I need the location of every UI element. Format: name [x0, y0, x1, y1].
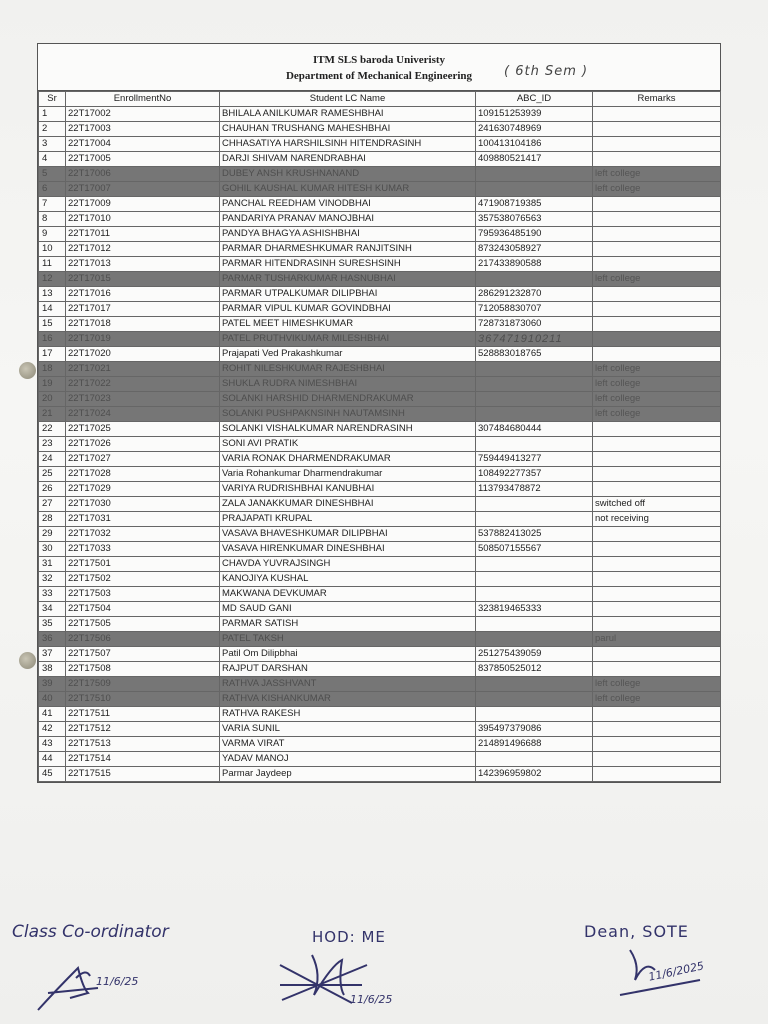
row-abc-id: 395497379086: [476, 722, 593, 737]
row-student-name: KANOJIYA KUSHAL: [220, 572, 476, 587]
table-row: [39, 257, 721, 272]
row-student-name: PARMAR VIPUL KUMAR GOVINDBHAI: [220, 302, 476, 317]
row-abc-id: 251275439059: [476, 647, 593, 662]
row-enrollment: 22T17005: [66, 152, 220, 167]
row-remarks: switched off: [593, 497, 721, 512]
row-student-name: RATHVA KISHANKUMAR: [220, 692, 476, 707]
row-student-name: VASAVA HIRENKUMAR DINESHBHAI: [220, 542, 476, 557]
row-remarks: [593, 107, 721, 122]
table-row: [39, 287, 721, 302]
row-enrollment: 22T17016: [66, 287, 220, 302]
row-sr: 10: [39, 242, 66, 257]
column-header-abc-id: ABC_ID: [476, 92, 593, 107]
table-row: [39, 167, 721, 182]
row-student-name: VARIYA RUDRISHBHAI KANUBHAI: [220, 482, 476, 497]
row-enrollment: 22T17507: [66, 647, 220, 662]
row-student-name: MAKWANA DEVKUMAR: [220, 587, 476, 602]
row-abc-id: 873243058927: [476, 242, 593, 257]
row-sr: 13: [39, 287, 66, 302]
row-abc-id: [476, 587, 593, 602]
row-abc-id: [476, 632, 593, 647]
row-abc-id: 728731873060: [476, 317, 593, 332]
table-row: [39, 212, 721, 227]
row-abc-id: [476, 407, 593, 422]
department-name: Department of Mechanical Engineering: [285, 70, 473, 82]
table-row: [39, 302, 721, 317]
row-sr: 38: [39, 662, 66, 677]
row-student-name: VASAVA BHAVESHKUMAR DILIPBHAI: [220, 527, 476, 542]
row-enrollment: 22T17514: [66, 752, 220, 767]
row-remarks: left college: [593, 392, 721, 407]
row-remarks: left college: [593, 677, 721, 692]
row-enrollment: 22T17011: [66, 227, 220, 242]
semester-note: ( 6th Sem ): [504, 64, 589, 79]
table-row: [39, 437, 721, 452]
row-enrollment: 22T17506: [66, 632, 220, 647]
table-header-row: [39, 92, 721, 107]
row-remarks: [593, 437, 721, 452]
row-student-name: PATEL TAKSH: [220, 632, 476, 647]
class-coordinator-signature: [28, 948, 148, 1018]
table-row: [39, 317, 721, 332]
row-abc-id: 109151253939: [476, 107, 593, 122]
row-remarks: [593, 452, 721, 467]
row-abc-id: [476, 707, 593, 722]
row-remarks: [593, 617, 721, 632]
row-remarks: [593, 152, 721, 167]
row-student-name: MD SAUD GANI: [220, 602, 476, 617]
table-row: [39, 602, 721, 617]
row-student-name: ZALA JANAKKUMAR DINESHBHAI: [220, 497, 476, 512]
row-student-name: GOHIL KAUSHAL KUMAR HITESH KUMAR: [220, 182, 476, 197]
row-student-name: RATHVA RAKESH: [220, 707, 476, 722]
table-row: [39, 377, 721, 392]
row-remarks: [593, 602, 721, 617]
row-remarks: [593, 302, 721, 317]
row-enrollment: 22T17013: [66, 257, 220, 272]
column-header-name: Student LC Name: [220, 92, 476, 107]
row-abc-id: 241630748969: [476, 122, 593, 137]
column-header-remarks: Remarks: [593, 92, 721, 107]
row-remarks: parul: [593, 632, 721, 647]
row-enrollment: 22T17019: [66, 332, 220, 347]
row-enrollment: 22T17024: [66, 407, 220, 422]
row-remarks: [593, 737, 721, 752]
row-sr: 24: [39, 452, 66, 467]
row-sr: 7: [39, 197, 66, 212]
table-row: [39, 512, 721, 527]
row-abc-id: 409880521417: [476, 152, 593, 167]
row-abc-id: [476, 377, 593, 392]
row-enrollment: 22T17502: [66, 572, 220, 587]
table-row: [39, 497, 721, 512]
row-remarks: [593, 347, 721, 362]
row-abc-id: [476, 437, 593, 452]
row-sr: 41: [39, 707, 66, 722]
row-remarks: left college: [593, 407, 721, 422]
row-enrollment: 22T17508: [66, 662, 220, 677]
table-row: [39, 332, 721, 347]
row-remarks: [593, 332, 721, 347]
row-sr: 17: [39, 347, 66, 362]
row-remarks: left college: [593, 692, 721, 707]
row-remarks: [593, 137, 721, 152]
row-enrollment: 22T17002: [66, 107, 220, 122]
table-row: [39, 752, 721, 767]
row-remarks: [593, 482, 721, 497]
row-abc-id: [476, 497, 593, 512]
row-student-name: CHHASATIYA HARSHILSINH HITENDRASINH: [220, 137, 476, 152]
university-name: ITM SLS baroda Univeristy: [312, 54, 446, 66]
row-sr: 14: [39, 302, 66, 317]
table-row: [39, 197, 721, 212]
row-sr: 21: [39, 407, 66, 422]
row-sr: 20: [39, 392, 66, 407]
row-sr: 22: [39, 422, 66, 437]
row-remarks: [593, 662, 721, 677]
table-row: [39, 347, 721, 362]
row-enrollment: 22T17512: [66, 722, 220, 737]
dean-signature: [600, 940, 710, 1000]
row-enrollment: 22T17505: [66, 617, 220, 632]
row-abc-id: 142396959802: [476, 767, 593, 782]
row-abc-id: [476, 617, 593, 632]
row-student-name: PARMAR DHARMESHKUMAR RANJITSINH: [220, 242, 476, 257]
row-enrollment: 22T17017: [66, 302, 220, 317]
table-row: [39, 662, 721, 677]
row-student-name: CHAUHAN TRUSHANG MAHESHBHAI: [220, 122, 476, 137]
row-sr: 3: [39, 137, 66, 152]
row-sr: 15: [39, 317, 66, 332]
row-student-name: SOLANKI VISHALKUMAR NARENDRASINH: [220, 422, 476, 437]
row-student-name: PARMAR HITENDRASINH SURESHSINH: [220, 257, 476, 272]
row-remarks: [593, 572, 721, 587]
row-student-name: VARIA SUNIL: [220, 722, 476, 737]
row-enrollment: 22T17009: [66, 197, 220, 212]
table-row: [39, 722, 721, 737]
table-row: [39, 542, 721, 557]
row-enrollment: 22T17504: [66, 602, 220, 617]
table-row: [39, 482, 721, 497]
row-remarks: [593, 587, 721, 602]
row-abc-id: 795936485190: [476, 227, 593, 242]
row-remarks: [593, 287, 721, 302]
row-abc-id: [476, 677, 593, 692]
row-sr: 29: [39, 527, 66, 542]
row-sr: 39: [39, 677, 66, 692]
row-abc-id: 100413104186: [476, 137, 593, 152]
row-student-name: VARMA VIRAT: [220, 737, 476, 752]
table-row: [39, 422, 721, 437]
row-enrollment: 22T17020: [66, 347, 220, 362]
row-abc-id: [476, 167, 593, 182]
row-enrollment: 22T17503: [66, 587, 220, 602]
row-abc-id: [476, 752, 593, 767]
column-header-enrollment: EnrollmentNo: [66, 92, 220, 107]
row-enrollment: 22T17022: [66, 377, 220, 392]
row-enrollment: 22T17006: [66, 167, 220, 182]
row-abc-id: [476, 272, 593, 287]
row-student-name: PATEL PRUTHVIKUMAR MILESHBHAI: [220, 332, 476, 347]
row-sr: 4: [39, 152, 66, 167]
row-abc-id: 108492277357: [476, 467, 593, 482]
row-sr: 33: [39, 587, 66, 602]
table-row: [39, 677, 721, 692]
row-abc-id: 712058830707: [476, 302, 593, 317]
row-student-name: Patil Om Dilipbhai: [220, 647, 476, 662]
row-abc-id: 357538076563: [476, 212, 593, 227]
row-enrollment: 22T17515: [66, 767, 220, 782]
row-sr: 18: [39, 362, 66, 377]
row-sr: 42: [39, 722, 66, 737]
row-remarks: [593, 227, 721, 242]
row-enrollment: 22T17003: [66, 122, 220, 137]
row-sr: 19: [39, 377, 66, 392]
row-remarks: [593, 527, 721, 542]
row-abc-id: 471908719385: [476, 197, 593, 212]
table-row: [39, 392, 721, 407]
row-sr: 16: [39, 332, 66, 347]
row-abc-id: 307484680444: [476, 422, 593, 437]
row-enrollment: 22T17010: [66, 212, 220, 227]
row-student-name: PANDYA BHAGYA ASHISHBHAI: [220, 227, 476, 242]
row-enrollment: 22T17018: [66, 317, 220, 332]
row-enrollment: 22T17015: [66, 272, 220, 287]
row-sr: 34: [39, 602, 66, 617]
row-sr: 5: [39, 167, 66, 182]
table-row: [39, 632, 721, 647]
row-abc-id: 286291232870: [476, 287, 593, 302]
row-student-name: SOLANKI PUSHPAKNSINH NAUTAMSINH: [220, 407, 476, 422]
row-remarks: left college: [593, 182, 721, 197]
dean-label: Dean, SOTE: [584, 922, 689, 941]
table-row: [39, 617, 721, 632]
row-sr: 45: [39, 767, 66, 782]
table-row: [39, 272, 721, 287]
row-remarks: [593, 557, 721, 572]
row-abc-id: [476, 572, 593, 587]
row-sr: 6: [39, 182, 66, 197]
row-abc-id: 759449413277: [476, 452, 593, 467]
punch-hole-lower: [19, 652, 36, 669]
row-student-name: PANDARIYA PRANAV MANOJBHAI: [220, 212, 476, 227]
row-abc-id: [476, 392, 593, 407]
row-abc-id: 367471910211: [476, 332, 593, 347]
table-row: [39, 707, 721, 722]
table-row: [39, 737, 721, 752]
row-sr: 27: [39, 497, 66, 512]
row-enrollment: 22T17032: [66, 527, 220, 542]
row-sr: 28: [39, 512, 66, 527]
table-row: [39, 587, 721, 602]
table-row: [39, 122, 721, 137]
table-row: [39, 152, 721, 167]
class-coordinator-date: 11/6/25: [96, 975, 139, 988]
row-sr: 26: [39, 482, 66, 497]
row-remarks: [593, 197, 721, 212]
row-abc-id: 508507155567: [476, 542, 593, 557]
row-enrollment: 22T17509: [66, 677, 220, 692]
row-student-name: CHAVDA YUVRAJSINGH: [220, 557, 476, 572]
row-student-name: Parmar Jaydeep: [220, 767, 476, 782]
row-sr: 2: [39, 122, 66, 137]
row-abc-id: [476, 182, 593, 197]
row-enrollment: 22T17513: [66, 737, 220, 752]
row-student-name: Prajapati Ved Prakashkumar: [220, 347, 476, 362]
table-row: [39, 182, 721, 197]
row-remarks: [593, 647, 721, 662]
table-row: [39, 527, 721, 542]
row-remarks: [593, 767, 721, 782]
row-enrollment: 22T17012: [66, 242, 220, 257]
row-remarks: [593, 542, 721, 557]
table-row: [39, 107, 721, 122]
document-header: [38, 44, 720, 91]
punch-hole-upper: [19, 362, 36, 379]
hod-date: 11/6/25: [350, 993, 393, 1006]
row-enrollment: 22T17510: [66, 692, 220, 707]
row-student-name: SOLANKI HARSHID DHARMENDRAKUMAR: [220, 392, 476, 407]
row-student-name: RATHVA JASSHVANT: [220, 677, 476, 692]
row-remarks: left college: [593, 362, 721, 377]
row-enrollment: 22T17004: [66, 137, 220, 152]
row-student-name: DUBEY ANSH KRUSHNANAND: [220, 167, 476, 182]
row-remarks: [593, 467, 721, 482]
table-row: [39, 137, 721, 152]
row-sr: 23: [39, 437, 66, 452]
table-row: [39, 692, 721, 707]
row-student-name: PANCHAL REEDHAM VINODBHAI: [220, 197, 476, 212]
row-enrollment: 22T17511: [66, 707, 220, 722]
table-row: [39, 572, 721, 587]
row-student-name: DARJI SHIVAM NARENDRABHAI: [220, 152, 476, 167]
row-sr: 32: [39, 572, 66, 587]
row-remarks: left college: [593, 377, 721, 392]
row-remarks: [593, 707, 721, 722]
row-student-name: PARMAR SATISH: [220, 617, 476, 632]
row-sr: 35: [39, 617, 66, 632]
row-enrollment: 22T17031: [66, 512, 220, 527]
row-remarks: [593, 722, 721, 737]
row-remarks: [593, 422, 721, 437]
row-sr: 11: [39, 257, 66, 272]
row-remarks: [593, 317, 721, 332]
row-remarks: [593, 752, 721, 767]
row-sr: 25: [39, 467, 66, 482]
row-sr: 44: [39, 752, 66, 767]
row-abc-id: [476, 692, 593, 707]
row-remarks: [593, 212, 721, 227]
row-sr: 8: [39, 212, 66, 227]
row-remarks: not receiving: [593, 512, 721, 527]
row-student-name: BHILALA ANILKUMAR RAMESHBHAI: [220, 107, 476, 122]
row-remarks: left college: [593, 272, 721, 287]
row-enrollment: 22T17501: [66, 557, 220, 572]
row-student-name: PARMAR TUSHARKUMAR HASNUBHAI: [220, 272, 476, 287]
table-row: [39, 362, 721, 377]
row-sr: 36: [39, 632, 66, 647]
hod-signature: [272, 945, 382, 1015]
table-row: [39, 557, 721, 572]
row-student-name: YADAV MANOJ: [220, 752, 476, 767]
document-sheet: [37, 43, 721, 783]
class-coordinator-label: Class Co-ordinator: [12, 922, 169, 942]
row-student-name: PATEL MEET HIMESHKUMAR: [220, 317, 476, 332]
table-row: [39, 452, 721, 467]
row-student-name: PARMAR UTPALKUMAR DILIPBHAI: [220, 287, 476, 302]
row-abc-id: 837850525012: [476, 662, 593, 677]
row-remarks: left college: [593, 167, 721, 182]
table-row: [39, 647, 721, 662]
row-student-name: PRAJAPATI KRUPAL: [220, 512, 476, 527]
row-student-name: VARIA RONAK DHARMENDRAKUMAR: [220, 452, 476, 467]
row-sr: 9: [39, 227, 66, 242]
table-row: [39, 467, 721, 482]
row-abc-id: [476, 512, 593, 527]
student-table: [38, 91, 721, 782]
row-student-name: RAJPUT DARSHAN: [220, 662, 476, 677]
row-abc-id: [476, 362, 593, 377]
row-abc-id: 214891496688: [476, 737, 593, 752]
table-row: [39, 227, 721, 242]
row-sr: 40: [39, 692, 66, 707]
row-enrollment: 22T17030: [66, 497, 220, 512]
row-enrollment: 22T17025: [66, 422, 220, 437]
row-student-name: SONI AVI PRATIK: [220, 437, 476, 452]
dean-date: 11/6/2025: [647, 959, 706, 984]
row-abc-id: 113793478872: [476, 482, 593, 497]
row-abc-id: 323819465333: [476, 602, 593, 617]
row-abc-id: 537882413025: [476, 527, 593, 542]
row-sr: 1: [39, 107, 66, 122]
row-remarks: [593, 242, 721, 257]
row-enrollment: 22T17007: [66, 182, 220, 197]
row-sr: 43: [39, 737, 66, 752]
row-enrollment: 22T17028: [66, 467, 220, 482]
hod-label: HOD: ME: [312, 928, 386, 946]
row-student-name: ROHIT NILESHKUMAR RAJESHBHAI: [220, 362, 476, 377]
row-remarks: [593, 122, 721, 137]
row-abc-id: 528883018765: [476, 347, 593, 362]
row-enrollment: 22T17026: [66, 437, 220, 452]
row-sr: 37: [39, 647, 66, 662]
row-enrollment: 22T17029: [66, 482, 220, 497]
row-sr: 31: [39, 557, 66, 572]
row-enrollment: 22T17021: [66, 362, 220, 377]
row-abc-id: [476, 557, 593, 572]
table-row: [39, 242, 721, 257]
table-row: [39, 767, 721, 782]
column-header-sr: Sr: [39, 92, 66, 107]
row-enrollment: 22T17033: [66, 542, 220, 557]
row-enrollment: 22T17023: [66, 392, 220, 407]
row-sr: 30: [39, 542, 66, 557]
row-enrollment: 22T17027: [66, 452, 220, 467]
row-sr: 12: [39, 272, 66, 287]
row-abc-id: 217433890588: [476, 257, 593, 272]
table-row: [39, 407, 721, 422]
row-remarks: [593, 257, 721, 272]
row-student-name: SHUKLA RUDRA NIMESHBHAI: [220, 377, 476, 392]
row-student-name: Varia Rohankumar Dharmendrakumar: [220, 467, 476, 482]
